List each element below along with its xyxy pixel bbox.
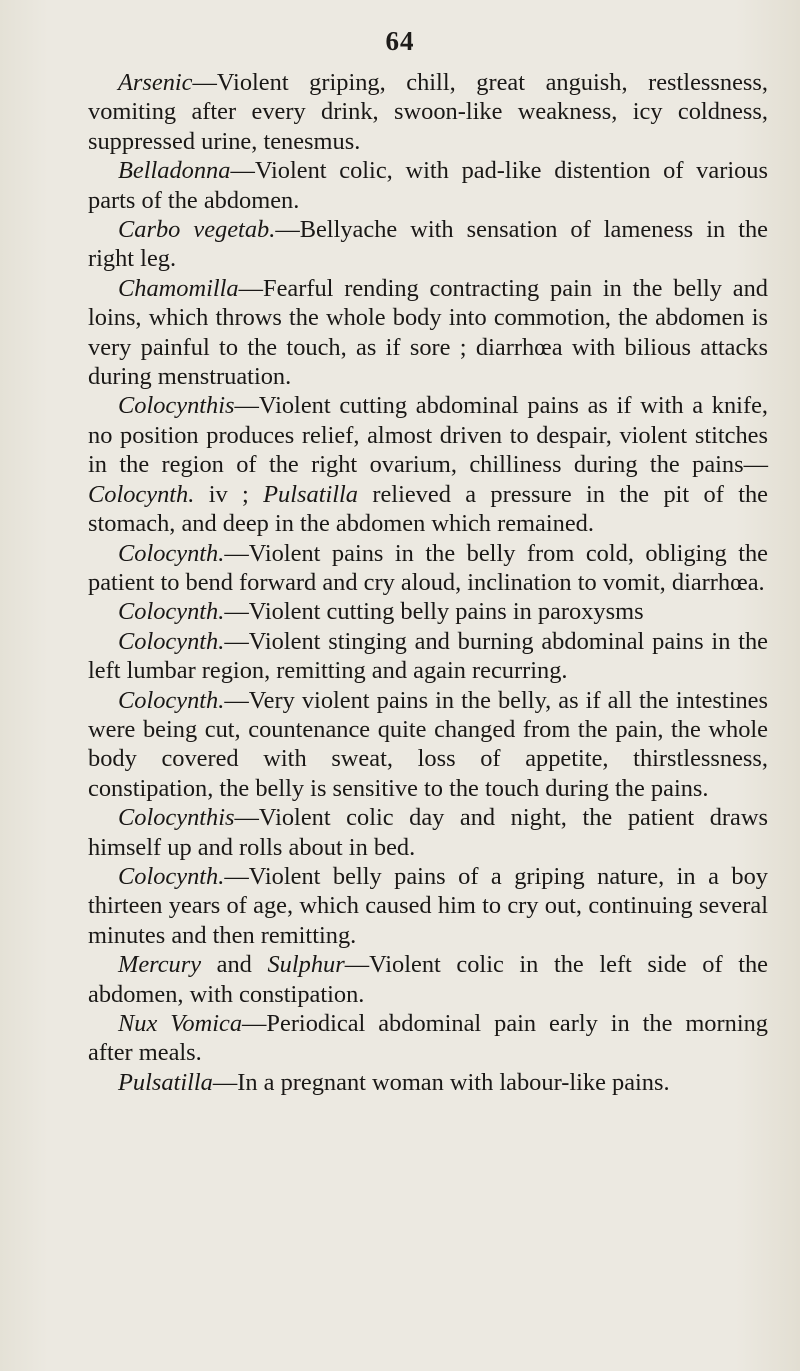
remedy-name: Nux Vomica <box>118 1010 243 1037</box>
remedy-name: Colocynth. <box>118 862 225 890</box>
remedy-name: Sulphur <box>267 951 345 979</box>
symptom-text: —Fearful rending contracting pain in the belly and loins, which throws the whole body into commotion, the abdomen is very painful to the touch, as if sore ; diarrhœa with bilious attacks during menstruation. <box>88 274 768 391</box>
remedy-entry <box>88 1009 768 1068</box>
remedy-name: Colocynthis <box>118 392 235 420</box>
remedy-entry <box>88 803 768 862</box>
remedy-name: Carbo vegetab. <box>118 216 276 244</box>
symptom-text: —Violent cutting abdominal pains as if with a knife, no position produces relief, almost driven to despair, violent stitches in the region of the right ovarium, chilliness during the pains— <box>88 392 768 479</box>
symptom-text: —Violent colic in the left side of the abdomen, with constipation. <box>88 951 769 1008</box>
remedy-name: Pulsatilla <box>118 1068 213 1096</box>
symptom-text: —Violent griping, chill, great anguish, restlessness, vomiting after every drink, swoon-like weakness, icy coldness, suppressed urine, tenesmus. <box>88 69 768 155</box>
remedy-entry <box>88 627 768 686</box>
symptom-text: —Very violent pains in the belly, as if all the intestines were being cut, countenance quite changed from the pain, the whole body covered with sweat, loss of appetite, thirstlessness, constipation, the belly is sensitive to the touch during the pains. <box>88 686 768 802</box>
remedy-name: Colocynth. <box>118 627 225 655</box>
remedy-entry <box>88 539 768 598</box>
symptom-text: iv ; <box>194 480 264 508</box>
remedy-entry <box>88 862 768 950</box>
remedy-name: Pulsatilla <box>263 480 358 508</box>
symptom-text: —Violent belly pains of a griping nature, in a boy thirteen years of age, which caused him to cry out, continuing several minutes and then remitting. <box>88 862 768 949</box>
remedy-entry <box>88 391 768 538</box>
remedy-name: Colocynthis <box>118 804 235 832</box>
remedy-entry <box>88 597 768 626</box>
symptom-text: —Violent pains in the belly from cold, obliging the patient to bend forward and cry aloud, inclination to vomit, diarrhœa. <box>88 539 768 596</box>
remedy-entry <box>88 68 768 156</box>
remedy-list <box>88 68 768 1097</box>
remedy-entry <box>88 950 768 1009</box>
remedy-entry <box>88 1068 768 1097</box>
remedy-name: Colocynth. <box>118 598 225 626</box>
page-number: 64 <box>385 26 415 56</box>
symptom-text: —Periodical abdominal pain early in the morning after meals. <box>88 1010 768 1067</box>
symptom-text: —Violent stinging and burning abdominal pains in the left lumbar region, remitting and again recurring. <box>88 627 768 685</box>
symptom-text: —Violent cutting belly pains in paroxysms <box>224 598 644 626</box>
remedy-name: Chamomilla <box>118 274 239 302</box>
remedy-entry <box>88 215 768 274</box>
symptom-text: —Violent colic day and night, the patient draws himself up and rolls about in bed. <box>88 804 768 861</box>
remedy-name: Colocynth. <box>88 480 195 508</box>
remedy-name: Arsenic <box>118 69 193 96</box>
symptom-text: —Bellyache with sensation of lameness in the right leg. <box>88 216 768 273</box>
remedy-entry <box>88 274 768 392</box>
symptom-text: —In a pregnant woman with labour-like pains. <box>212 1068 670 1096</box>
symptom-text: —Violent colic, with pad-like distention of various parts of the abdomen. <box>88 157 768 214</box>
symptom-text: and <box>201 951 268 979</box>
symptom-text: relieved a pressure in the pit of the stomach, and deep in the abdomen which remained. <box>88 480 768 538</box>
remedy-name: Mercury <box>118 951 202 979</box>
remedy-name: Belladonna <box>118 157 231 185</box>
remedy-name: Colocynth. <box>118 539 225 567</box>
remedy-entry <box>88 156 768 215</box>
remedy-entry <box>88 686 768 804</box>
remedy-name: Colocynth. <box>118 686 225 714</box>
